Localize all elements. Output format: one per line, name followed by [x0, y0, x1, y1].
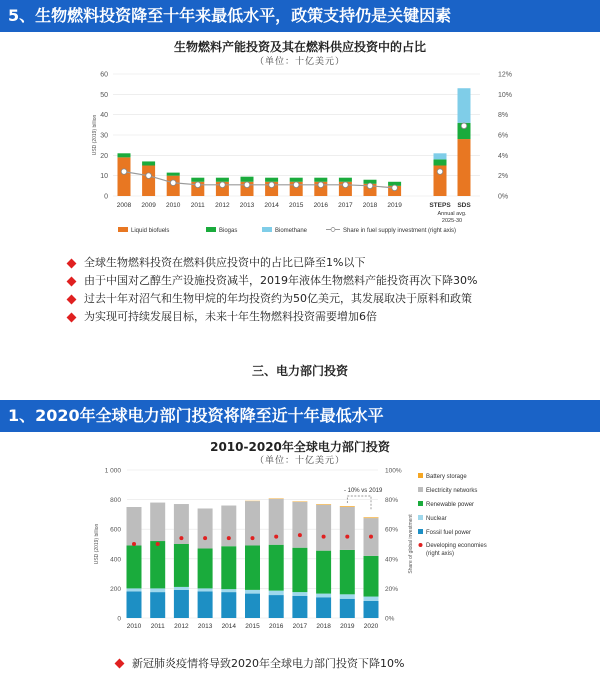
y2-tick-label: 12%	[498, 71, 513, 79]
biofuel-chart-unit: （单位：十亿美元）	[254, 57, 345, 67]
developing-share-point	[369, 535, 373, 539]
legend-label: Electricity networks	[426, 488, 478, 494]
share-point	[293, 182, 299, 188]
bullet-item	[68, 308, 477, 326]
x-sublabel: Annual avg.	[437, 211, 467, 217]
legend-label: Nuclear	[426, 516, 447, 522]
power-chart-unit: （单位：十亿美元）	[254, 456, 345, 466]
bullet-text: 全球生物燃料投资在燃料供应投资中的占比已降至1%以下	[84, 256, 366, 269]
y2-tick-label: 80%	[385, 497, 399, 505]
legend-swatch	[418, 529, 423, 534]
x-tick-label: 2011	[190, 202, 205, 209]
x-tick-label: 2017	[338, 202, 353, 209]
x-tick-label: STEPS	[429, 202, 451, 209]
bar-fossil-fuel-power	[340, 599, 355, 618]
bar-fossil-fuel-power	[269, 595, 284, 618]
bar-nuclear	[198, 588, 213, 591]
bar-nuclear	[364, 597, 379, 601]
bar-biogas	[118, 153, 131, 157]
power-chart-title: 2010-2020年全球电力部门投资	[210, 440, 390, 454]
bar-fossil-fuel-power	[127, 591, 142, 618]
share-point	[318, 182, 324, 188]
x-tick-label: 2015	[245, 623, 260, 630]
y-tick-label: 60	[100, 71, 108, 79]
bullet-item	[68, 254, 477, 272]
y-tick-label: 40	[100, 112, 108, 120]
share-point	[195, 182, 201, 188]
bar-renewable-power	[221, 546, 236, 589]
legend-label: Biogas	[219, 228, 238, 234]
x-sublabel: 2025-30	[441, 218, 463, 224]
legend-marker	[419, 543, 423, 547]
x-tick-label: 2013	[197, 623, 213, 630]
bar-fossil-fuel-power	[245, 594, 260, 618]
bar-biogas	[314, 178, 327, 182]
x-tick-label: 2016	[268, 623, 284, 630]
x-tick-label: 2018	[316, 623, 331, 630]
footnote-text: 新冠肺炎疫情将导致2020年全球电力部门投资下降10%	[132, 657, 405, 670]
bar-biogas	[167, 173, 180, 176]
bar-electricity-networks	[150, 503, 165, 541]
bar-renewable-power	[150, 541, 165, 588]
bar-renewable-power	[198, 548, 213, 588]
y-tick-label: 30	[100, 132, 108, 140]
bar-nuclear	[292, 592, 307, 596]
legend-label: Battery storage	[426, 474, 467, 480]
developing-share-point	[227, 536, 231, 540]
bar-biogas	[191, 178, 204, 182]
power-investment-chart	[0, 465, 600, 635]
bar-nuclear	[150, 588, 165, 592]
bullet-text: 过去十年对沼气和生物甲烷的年均投资约为50亿美元，其发展取决于原料和政策	[84, 292, 472, 305]
bar-renewable-power	[316, 551, 331, 594]
share-point	[367, 183, 373, 189]
bar-electricity-networks	[127, 507, 142, 545]
x-tick-label: 2014	[221, 623, 237, 630]
x-tick-label: 2012	[174, 623, 189, 630]
y2-tick-label: 8%	[498, 112, 509, 120]
y-tick-label: 20	[100, 152, 108, 160]
y-tick-label: 50	[100, 91, 108, 99]
developing-share-point	[274, 535, 278, 539]
x-tick-label: 2018	[362, 202, 378, 209]
y-tick-label: 1 000	[104, 467, 121, 475]
bar-nuclear	[269, 591, 284, 595]
legend-swatch	[262, 227, 272, 232]
bar-nuclear	[245, 590, 260, 594]
bar-fossil-fuel-power	[174, 590, 189, 618]
bar-electricity-networks	[198, 508, 213, 548]
section-banner-biofuels: 5、生物燃料投资降至十年来最低水平，政策支持仍是关键因素	[0, 0, 600, 32]
bar-battery-storage	[316, 504, 331, 505]
bar-fossil-fuel-power	[292, 596, 307, 618]
bar-fossil-fuel-power	[221, 592, 236, 618]
bar-nuclear	[127, 588, 142, 591]
y2-tick-label: 100%	[385, 467, 402, 475]
y-tick-label: 400	[110, 556, 121, 564]
y2-tick-label: 2%	[498, 173, 509, 181]
section-heading-power: 三、电力部门投资	[251, 364, 348, 378]
x-tick-label: 2010	[126, 623, 142, 630]
share-point	[437, 169, 443, 175]
biofuel-chart-title: 生物燃料产能投资及其在燃料供应投资中的占比	[173, 40, 426, 54]
legend-label: Liquid biofuels	[131, 228, 170, 234]
bar-biogas	[142, 161, 155, 165]
bar-renewable-power	[174, 544, 189, 587]
legend-label: Renewable power	[426, 502, 475, 508]
bar-renewable-power	[127, 545, 142, 588]
bar-nuclear	[221, 589, 236, 592]
bar-biogas	[434, 159, 447, 165]
x-tick-label: 2011	[150, 623, 165, 630]
bar-renewable-power	[364, 556, 379, 597]
share-line	[124, 172, 395, 188]
bar-renewable-power	[245, 545, 260, 589]
y2-tick-label: 60%	[385, 526, 399, 534]
share-point	[170, 180, 176, 186]
developing-share-point	[156, 542, 160, 546]
legend-label: Fossil fuel power	[426, 530, 472, 536]
x-tick-label: 2013	[239, 202, 255, 209]
bar-biogas	[339, 178, 352, 182]
bar-renewable-power	[292, 548, 307, 592]
bullet-diamond-icon	[67, 312, 77, 322]
developing-share-point	[203, 536, 207, 540]
legend-swatch	[418, 515, 423, 520]
share-point	[146, 173, 152, 179]
bar-liquid-biofuels	[118, 157, 131, 196]
legend-label: Biomethane	[275, 228, 308, 234]
bar-fossil-fuel-power	[150, 592, 165, 618]
y2-tick-label: 6%	[498, 132, 509, 140]
bar-fossil-fuel-power	[364, 601, 379, 618]
y2-tick-label: 20%	[385, 585, 399, 593]
bullet-diamond-icon	[67, 276, 77, 286]
bullet-diamond-icon	[67, 294, 77, 304]
developing-share-point	[322, 535, 326, 539]
bar-biogas	[216, 178, 229, 182]
legend-swatch	[418, 473, 423, 478]
share-point	[220, 182, 226, 188]
x-tick-label: 2019	[340, 623, 355, 630]
bullet-item	[68, 272, 477, 290]
bar-fossil-fuel-power	[198, 591, 213, 618]
share-point	[244, 182, 250, 188]
power-footnote	[116, 655, 404, 671]
y2-axis-label: Share of global investment	[408, 514, 414, 574]
share-point	[121, 169, 127, 175]
developing-share-point	[132, 542, 136, 546]
bar-electricity-networks	[221, 506, 236, 547]
bar-liquid-biofuels	[142, 166, 155, 197]
bar-liquid-biofuels	[458, 139, 471, 196]
bar-battery-storage	[340, 506, 355, 507]
developing-share-point	[298, 533, 302, 537]
share-point	[461, 123, 467, 129]
x-tick-label: 2009	[141, 202, 156, 209]
developing-share-point	[345, 535, 349, 539]
bar-electricity-networks	[292, 502, 307, 548]
biofuel-bullet-list	[68, 254, 477, 326]
x-tick-label: SDS	[457, 202, 471, 209]
developing-share-point	[251, 536, 255, 540]
x-tick-label: 2017	[292, 623, 308, 630]
legend-swatch	[118, 227, 128, 232]
y-tick-label: 10	[100, 173, 108, 181]
bar-nuclear	[340, 594, 355, 598]
bar-nuclear	[316, 594, 331, 598]
y-tick-label: 600	[110, 526, 121, 534]
bar-battery-storage	[364, 517, 379, 518]
x-tick-label: 2020	[363, 623, 379, 630]
y2-tick-label: 4%	[498, 152, 509, 160]
y-tick-label: 0	[117, 615, 121, 623]
y2-tick-label: 0%	[498, 193, 509, 201]
y2-tick-label: 0%	[385, 615, 395, 623]
bar-fossil-fuel-power	[316, 597, 331, 618]
annotation-label: - 10% vs 2019	[343, 488, 383, 494]
legend-swatch	[418, 487, 423, 492]
x-tick-label: 2015	[288, 202, 304, 209]
legend-label: Developing economies	[426, 543, 487, 549]
x-tick-label: 2019	[387, 202, 402, 209]
developing-share-point	[179, 536, 183, 540]
legend-label: (right axis)	[426, 551, 455, 557]
bar-biogas	[265, 178, 278, 182]
bar-biomethane	[434, 153, 447, 159]
biofuel-investment-chart	[0, 64, 600, 244]
bar-biogas	[290, 178, 303, 182]
y-axis-label: USD (2019) billion	[94, 523, 100, 565]
bar-nuclear	[174, 587, 189, 590]
share-point	[343, 182, 349, 188]
bullet-text: 为实现可持续发展目标，未来十年生物燃料投资需要增加6倍	[84, 310, 377, 323]
share-point	[392, 185, 398, 191]
x-tick-label: 2010	[165, 202, 181, 209]
bullet-diamond-icon	[115, 658, 125, 668]
legend-swatch	[206, 227, 216, 232]
x-tick-label: 2012	[215, 202, 230, 209]
x-tick-label: 2008	[116, 202, 132, 209]
bar-biomethane	[458, 88, 471, 123]
bar-biogas	[241, 177, 254, 182]
y-axis-label: USD (2019) billion	[92, 114, 98, 156]
share-point	[269, 182, 275, 188]
y-tick-label: 800	[110, 497, 121, 505]
legend-swatch	[418, 501, 423, 506]
bar-electricity-networks	[340, 507, 355, 550]
bullet-diamond-icon	[67, 258, 77, 268]
legend-label: Share in fuel supply investment (right axis)	[343, 228, 457, 234]
x-tick-label: 2014	[264, 202, 279, 209]
legend-marker	[331, 228, 335, 232]
y2-tick-label: 40%	[385, 556, 399, 564]
y2-tick-label: 10%	[498, 91, 513, 99]
bullet-item	[68, 290, 477, 308]
bar-renewable-power	[340, 550, 355, 594]
bar-electricity-networks	[316, 505, 331, 551]
x-tick-label: 2016	[313, 202, 329, 209]
bar-renewable-power	[269, 545, 284, 591]
y-tick-label: 0	[104, 193, 108, 201]
bullet-text: 由于中国对乙醇生产设施投资减半，2019年液体生物燃料产能投资再次下降30%	[84, 274, 478, 287]
section-banner-power: 1、2020年全球电力部门投资将降至近十年最低水平	[0, 400, 600, 432]
y-tick-label: 200	[110, 585, 121, 593]
